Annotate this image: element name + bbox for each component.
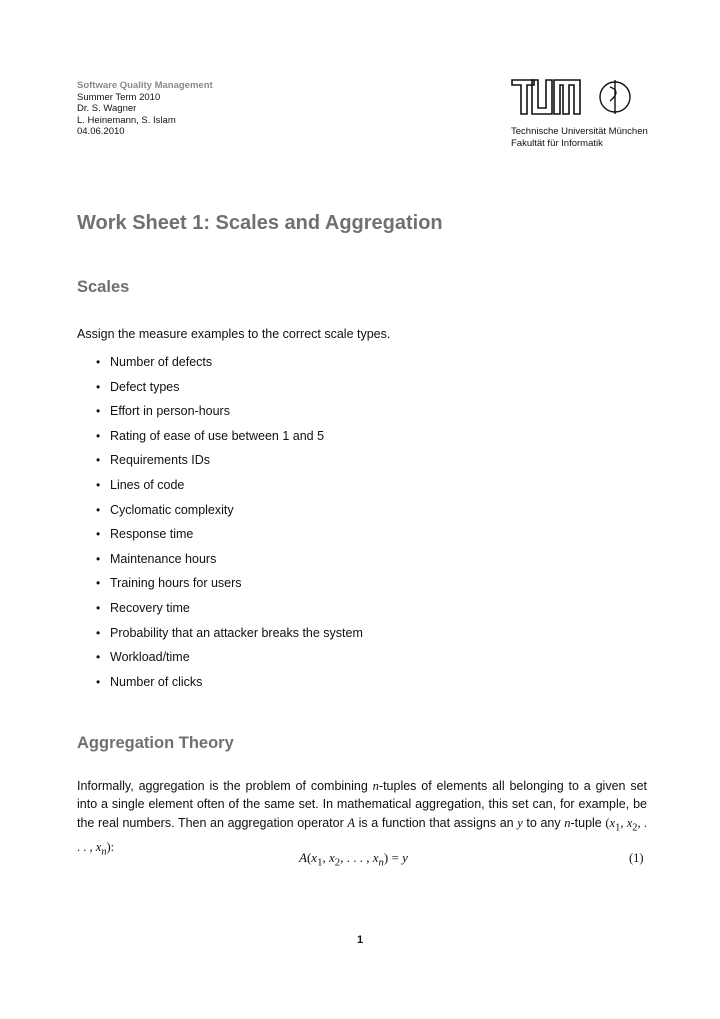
bullet-icon: • <box>96 477 101 492</box>
list-item: • Requirements IDs <box>96 452 363 477</box>
list-item: • Number of defects <box>96 354 363 379</box>
scales-heading: Scales <box>77 278 130 296</box>
measure-list <box>96 354 363 698</box>
page-number: 1 <box>356 934 364 946</box>
bullet-icon: • <box>96 379 101 394</box>
list-item: • Probability that an attacker breaks the system <box>96 625 363 650</box>
list-item: • Lines of code <box>96 477 363 502</box>
tum-logo <box>510 77 635 117</box>
assistants: L. Heinemann, S. Islam <box>77 114 176 126</box>
bullet-icon: • <box>96 625 101 640</box>
list-item: • Workload/time <box>96 649 363 674</box>
list-item: • Recovery time <box>96 600 363 625</box>
list-item: • Training hours for users <box>96 575 363 600</box>
bullet-icon: • <box>96 404 101 419</box>
page-title: Work Sheet 1: Scales and Aggregation <box>77 212 443 234</box>
list-item: • Defect types <box>96 379 363 404</box>
list-item: • Cyclomatic complexity <box>96 502 363 527</box>
bullet-icon: • <box>96 576 101 591</box>
document-header-info <box>77 80 213 138</box>
faculty-name: Fakultät für Informatik <box>511 137 603 149</box>
aggregation-equation: $A(x_1$, $x_2$, . . . , $x_n) = y$ <box>299 850 408 869</box>
bullet-icon: • <box>96 551 101 566</box>
bullet-icon: • <box>96 355 101 369</box>
bullet-icon: • <box>96 527 101 542</box>
bullet-icon: • <box>96 600 101 615</box>
list-item: • Maintenance hours <box>96 551 363 576</box>
institution-info <box>511 126 648 149</box>
lecturer: Dr. S. Wagner <box>77 103 137 115</box>
tum-wordmark-icon <box>512 80 580 114</box>
term: Summer Term 2010 <box>77 91 161 103</box>
list-item: • Effort in person-hours <box>96 403 363 428</box>
bullet-icon: • <box>96 453 101 468</box>
faculty-seal-icon <box>600 80 630 114</box>
list-item: • Rating of ease of use between 1 and 5 <box>96 428 363 453</box>
list-item: • Response time <box>96 526 363 551</box>
bullet-icon: • <box>96 650 101 665</box>
university-name: Technische Universität München <box>511 126 648 137</box>
course-name: Software Quality Management <box>77 80 213 91</box>
equation-number: (1) <box>629 851 644 865</box>
bullet-icon: • <box>96 502 101 517</box>
bullet-icon: • <box>96 674 101 689</box>
aggregation-heading: Aggregation Theory <box>77 734 234 752</box>
bullet-icon: • <box>96 428 101 443</box>
scales-instruction: Assign the measure examples to the correct scale types. <box>77 327 391 341</box>
aggregation-paragraph: Informally, aggregation is the problem of combining n-tuples of elements all belonging to a given set into a single element often of the same set. In mathematical aggregation, this set can, for example, be the real numbers. Then an aggregation operator A is a function that assigns an y to any n-tuple ($x_1$, $x_2$, . . . , $x_n$): <box>77 779 648 858</box>
date: 04.06.2010 <box>77 126 125 138</box>
list-item: • Number of clicks <box>96 674 363 699</box>
